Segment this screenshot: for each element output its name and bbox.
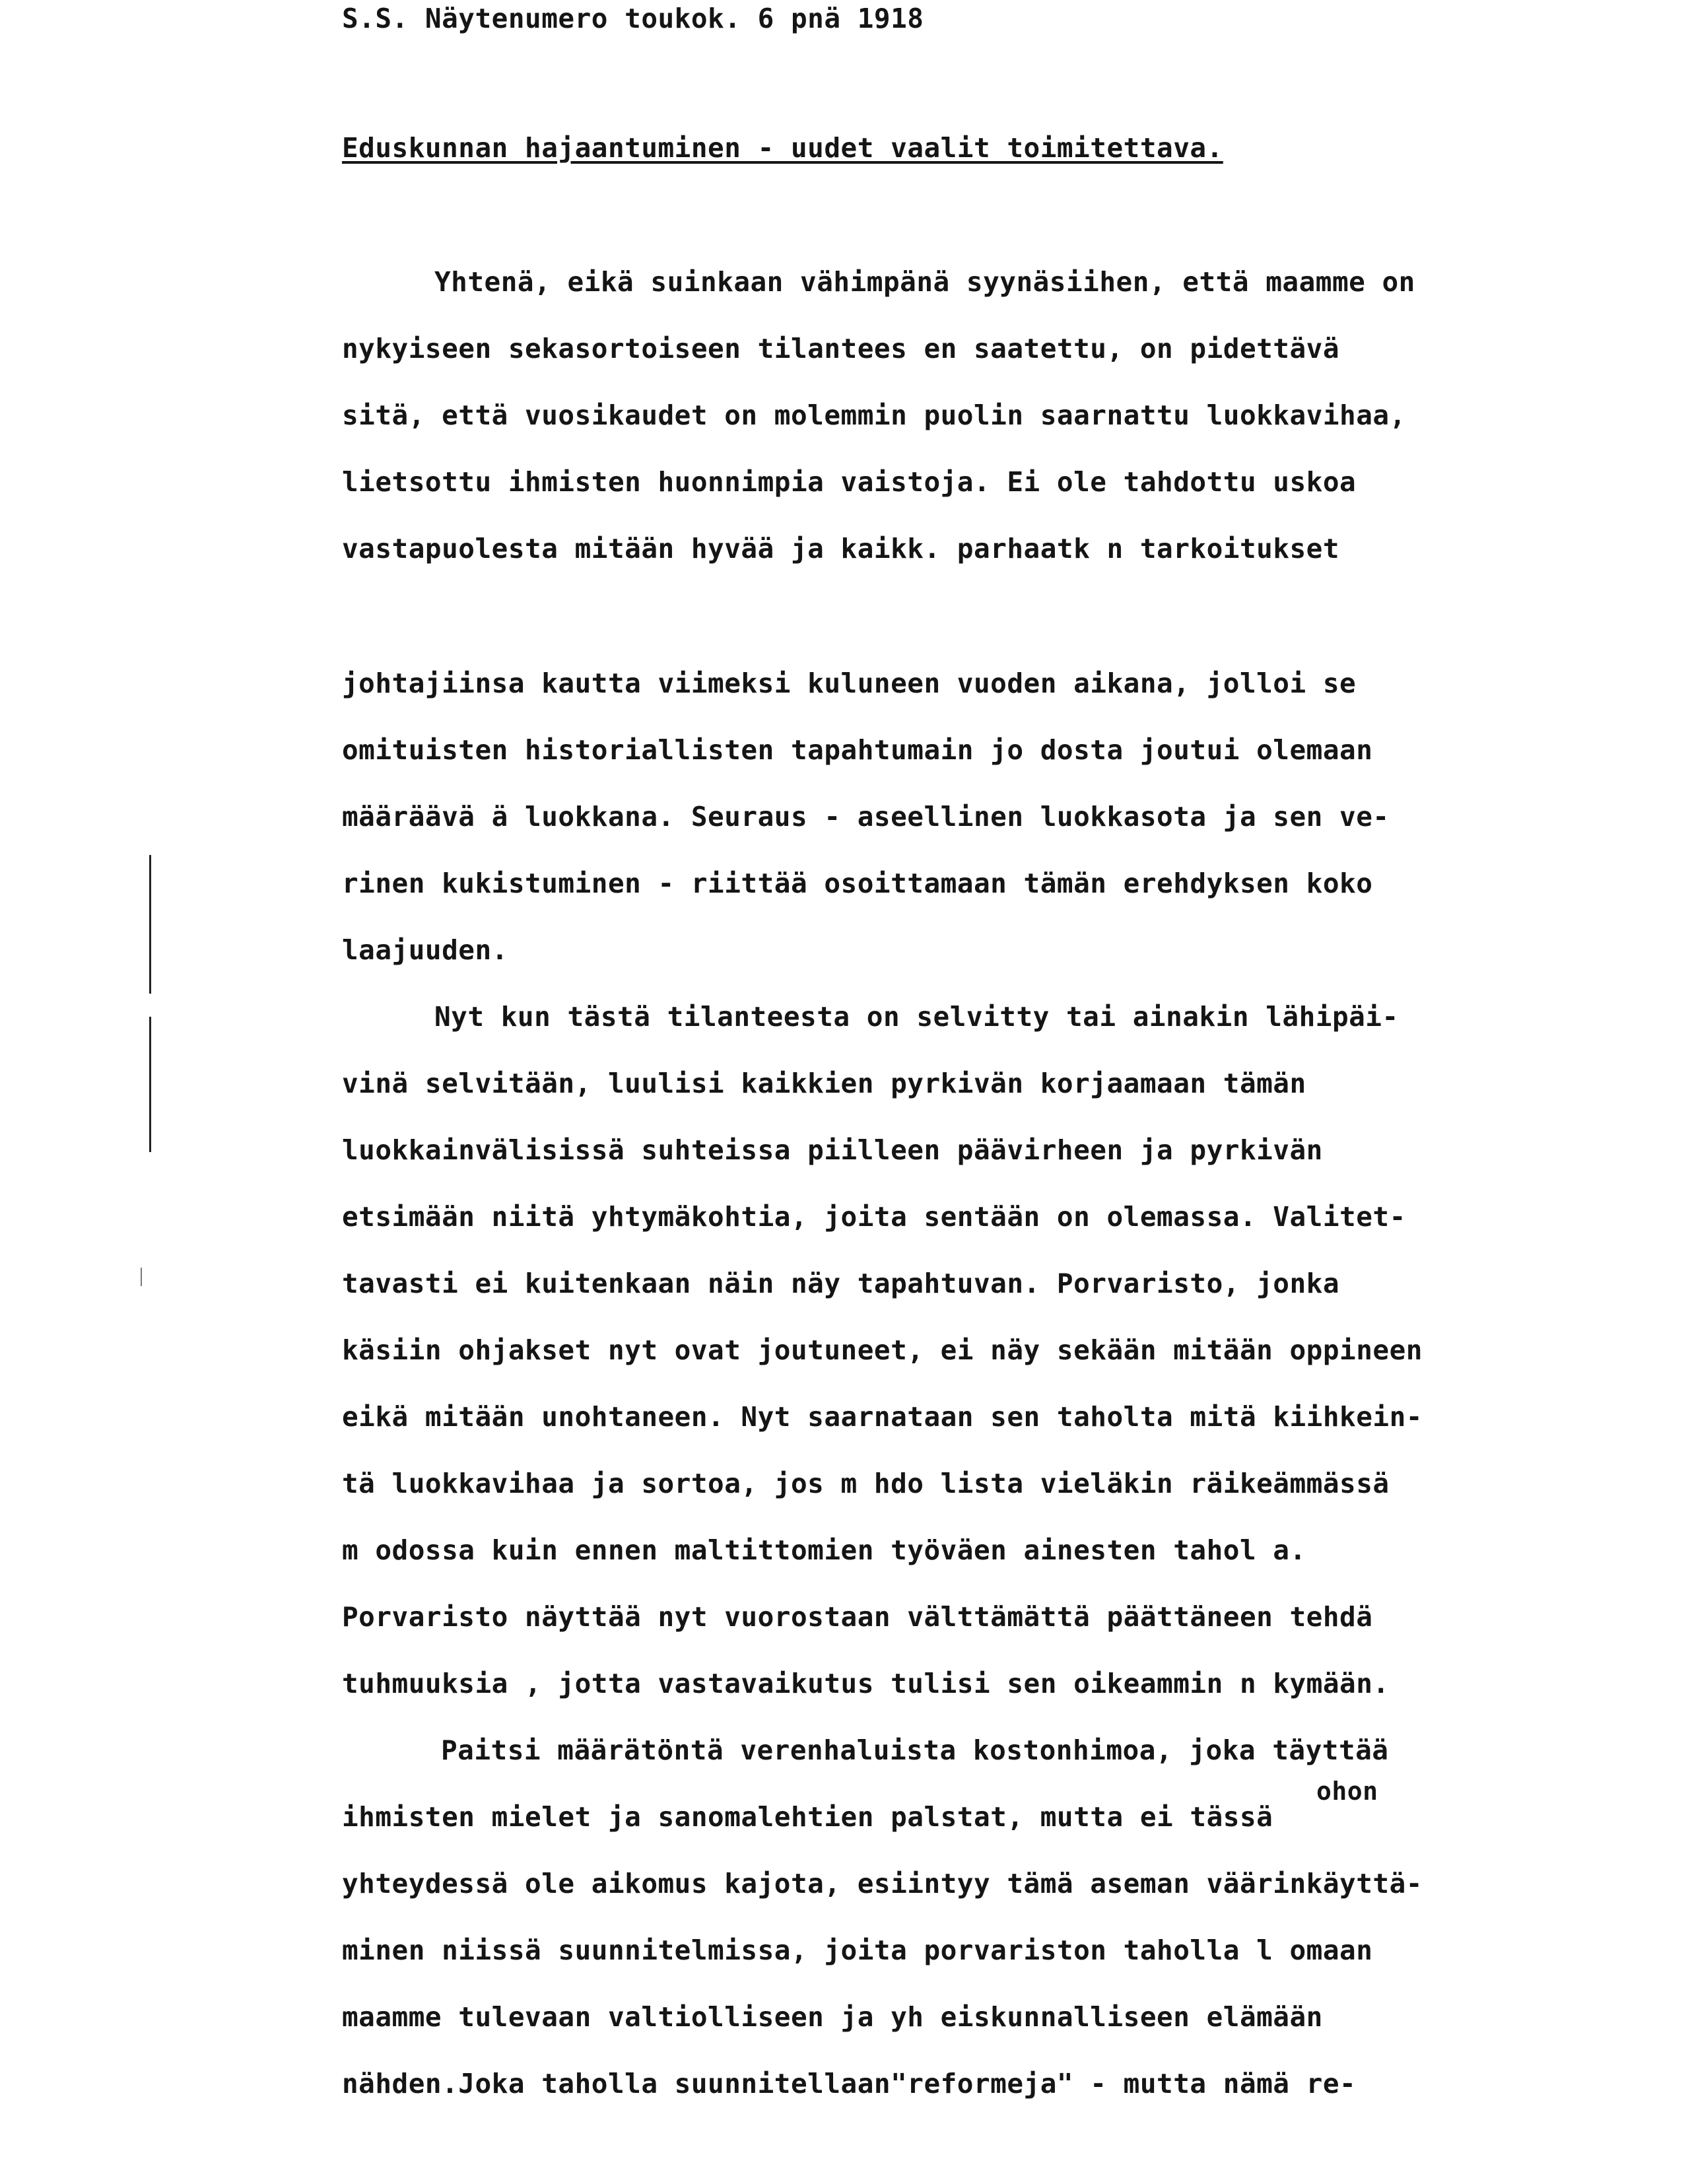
document-header: S.S. Näytenumero toukok. 6 pnä 1918	[342, 3, 924, 34]
text-line: käsiin ohjakset nyt ovat joutuneet, ei näy sekään mitään oppineen	[342, 1334, 1423, 1366]
text-line: johtajiinsa kautta viimeksi kuluneen vuoden aikana, jolloi se	[342, 667, 1357, 699]
text-line: etsimään niitä yhtymäkohtia, joita sentään on olemassa. Valitet-	[342, 1201, 1406, 1233]
text-line: m odossa kuin ennen maltittomien työväen ainesten tahol a.	[342, 1534, 1306, 1566]
text-line: yhteydessä ole aikomus kajota, esiintyy tämä aseman väärinkäyttä-	[342, 1868, 1423, 1899]
text-line: sitä, että vuosikaudet on molemmin puolin saarnattu luokkavihaa,	[342, 399, 1406, 431]
text-line: rinen kukistuminen - riittää osoittamaan tämän erehdyksen koko	[342, 868, 1373, 899]
text-line: nähden.Joka taholla suunnitellaan"reformeja" - mutta nämä re-	[342, 2068, 1357, 2099]
text-line: eikä mitään unohtaneen. Nyt saarnataan sen taholta mitä kiihkein-	[342, 1401, 1423, 1433]
text-line: nykyiseen sekasortoiseen tilantees en saatettu, on pidettävä	[342, 333, 1340, 364]
text-line: määräävä ä luokkana. Seuraus - aseellinen luokkasota ja sen ve-	[342, 801, 1390, 833]
text-line: vastapuolesta mitään hyvää ja kaikk. parhaatk n tarkoitukset	[342, 533, 1340, 564]
text-line: Nyt kun tästä tilanteesta on selvitty tai ainakin lähipäi-	[434, 1001, 1399, 1033]
text-line: Porvaristo näyttää nyt vuorostaan välttämättä päättäneen tehdä	[342, 1601, 1373, 1633]
text-line: laajuuden.	[342, 934, 508, 966]
text-line: Paitsi määrätöntä verenhaluista kostonhimoa, joka täyttää	[441, 1734, 1389, 1766]
text-line: omituisten historiallisten tapahtumain jo dosta joutui olemaan	[342, 734, 1373, 766]
text-line: Yhtenä, eikä suinkaan vähimpänä syynäsiihen, että maamme on	[434, 266, 1415, 298]
interlinear-insertion: ohon	[1316, 1777, 1378, 1806]
text-line: minen niissä suunnitelmissa, joita porvariston taholla l omaan	[342, 1934, 1373, 1966]
text-line: tuhmuuksia , jotta vastavaikutus tulisi sen oikeammin n kymään.	[342, 1668, 1390, 1699]
text-line: lietsottu ihmisten huonnimpia vaistoja. Ei ole tahdottu uskoa	[342, 466, 1357, 498]
text-line: vinä selvitään, luulisi kaikkien pyrkivän korjaamaan tämän	[342, 1068, 1306, 1099]
document-title: Eduskunnan hajaantuminen - uudet vaalit toimitettava.	[342, 132, 1223, 164]
margin-tick-mark	[141, 1268, 142, 1286]
text-line: tavasti ei kuitenkaan näin näy tapahtuvan. Porvaristo, jonka	[342, 1268, 1340, 1299]
text-line: maamme tulevaan valtiolliseen ja yh eiskunnalliseen elämään	[342, 2001, 1323, 2033]
margin-vertical-mark	[149, 855, 151, 994]
margin-vertical-mark	[149, 1017, 151, 1152]
text-line: ihmisten mielet ja sanomalehtien palstat, mutta ei tässä	[342, 1801, 1273, 1833]
text-line: tä luokkavihaa ja sortoa, jos m hdo lista vieläkin räikeämmässä	[342, 1468, 1390, 1499]
text-line: luokkainvälisissä suhteissa piilleen päävirheen ja pyrkivän	[342, 1134, 1323, 1166]
